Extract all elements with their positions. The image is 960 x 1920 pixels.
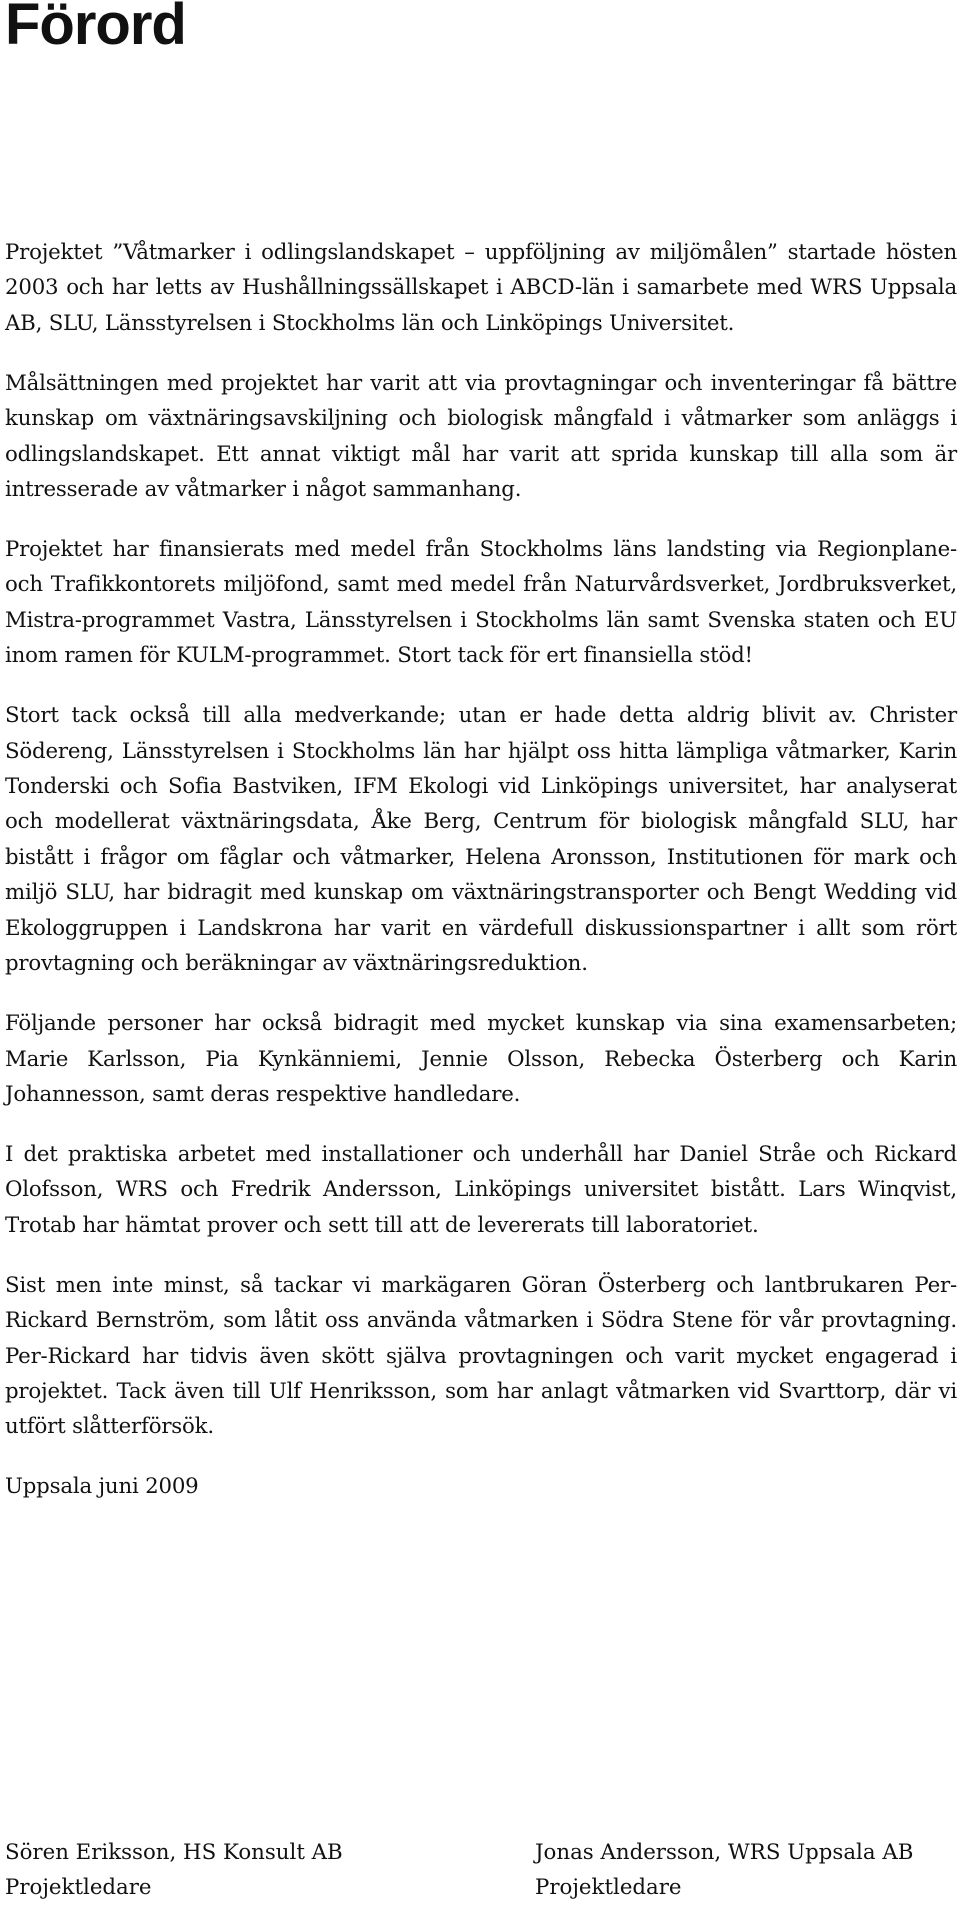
signature-role: Projektledare — [5, 1875, 152, 1901]
paragraph-thanks-contributors: Stort tack också till alla medverkande; utan er hade detta aldrig blivit av. Christer Södereng, Länsstyrelsen i Stockholms län har hjälpt oss hitta lämpliga våtmarker, Karin Tonderski och Sofia Bastviken, IFM Ekologi vid Linköpings universitet, har analyserat och modellerat växtnäringsdata, Åke Berg, Centrum för biologisk mångfald SLU, har bistått i frågor om fåglar och våtmarker, Helena Aronsson, Institutionen för mark och miljö SLU, har bidragit med kunskap om växtnäringstransporter och Bengt Wedding vid Ekologgruppen i Landskrona har varit en värdefull diskussionspartner i allt som rört provtagning och beräkningar av växtnäringsreduktion. — [5, 703, 957, 977]
signature-left — [5, 1835, 343, 1906]
signature-right — [535, 1835, 913, 1906]
place-date: Uppsala juni 2009 — [5, 1474, 199, 1500]
paragraph-funding: Projektet har finansierats med medel från Stockholms läns landsting via Regionplane- och Trafikkontorets miljöfond, samt med medel från Naturvårdsverket, Jordbruksverket, Mistra-programmet Vastra, Länsstyrelsen i Stockholms län samt Svenska staten och EU inom ramen för KULM-programmet. Stort tack för ert finansiella stöd! — [5, 537, 957, 669]
document-body — [5, 235, 957, 1529]
paragraph-intro: Projektet ”Våtmarker i odlingslandskapet – uppföljning av miljömålen” startade hösten 2003 och har letts av Hushållningssällskapet i ABCD-län i samarbete med WRS Uppsala AB, SLU, Länsstyrelsen i Stockholms län och Linköpings Universitet. — [5, 240, 957, 336]
page-title: Förord — [5, 0, 186, 57]
signature-name: Sören Eriksson, HS Konsult AB — [5, 1840, 343, 1865]
signature-role: Projektledare — [535, 1875, 682, 1901]
paragraph-thanks-practical: I det praktiska arbetet med installationer och underhåll har Daniel Stråe och Rickard Olofsson, WRS och Fredrik Andersson, Linköpings universitet bistått. Lars Winqvist, Trotab har hämtat prover och sett till att de levererats till laboratoriet. — [5, 1141, 957, 1238]
paragraph-goal: Målsättningen med projektet har varit att via provtagningar och inventeringar få bättre kunskap om växtnäringsavskiljning och biologisk mångfald i våtmarker som anläggs i odlingslandskapet. Ett annat viktigt mål har varit att sprida kunskap till alla som är intresserade av våtmarker i något sammanhang. — [5, 370, 957, 503]
signature-name: Jonas Andersson, WRS Uppsala AB — [535, 1840, 914, 1865]
paragraph-thanks-students: Följande personer har också bidragit med mycket kunskap via sina examensarbeten; Marie Karlsson, Pia Kynkänniemi, Jennie Olsson, Rebecka Österberg och Karin Johannesson, samt deras respektive handledare. — [5, 1011, 957, 1107]
paragraph-thanks-landowners: Sist men inte minst, så tackar vi markägaren Göran Österberg och lantbrukaren Per-Rickard Bernström, som låtit oss använda våtmarken i Södra Stene för vår provtagning. Per-Rickard har tidvis även skött själva provtagningen och varit mycket engagerad i projektet. Tack även till Ulf Henriksson, som har anlagt våtmarken vid Svarttorp, där vi utfört slåtterförsök. — [5, 1272, 957, 1440]
